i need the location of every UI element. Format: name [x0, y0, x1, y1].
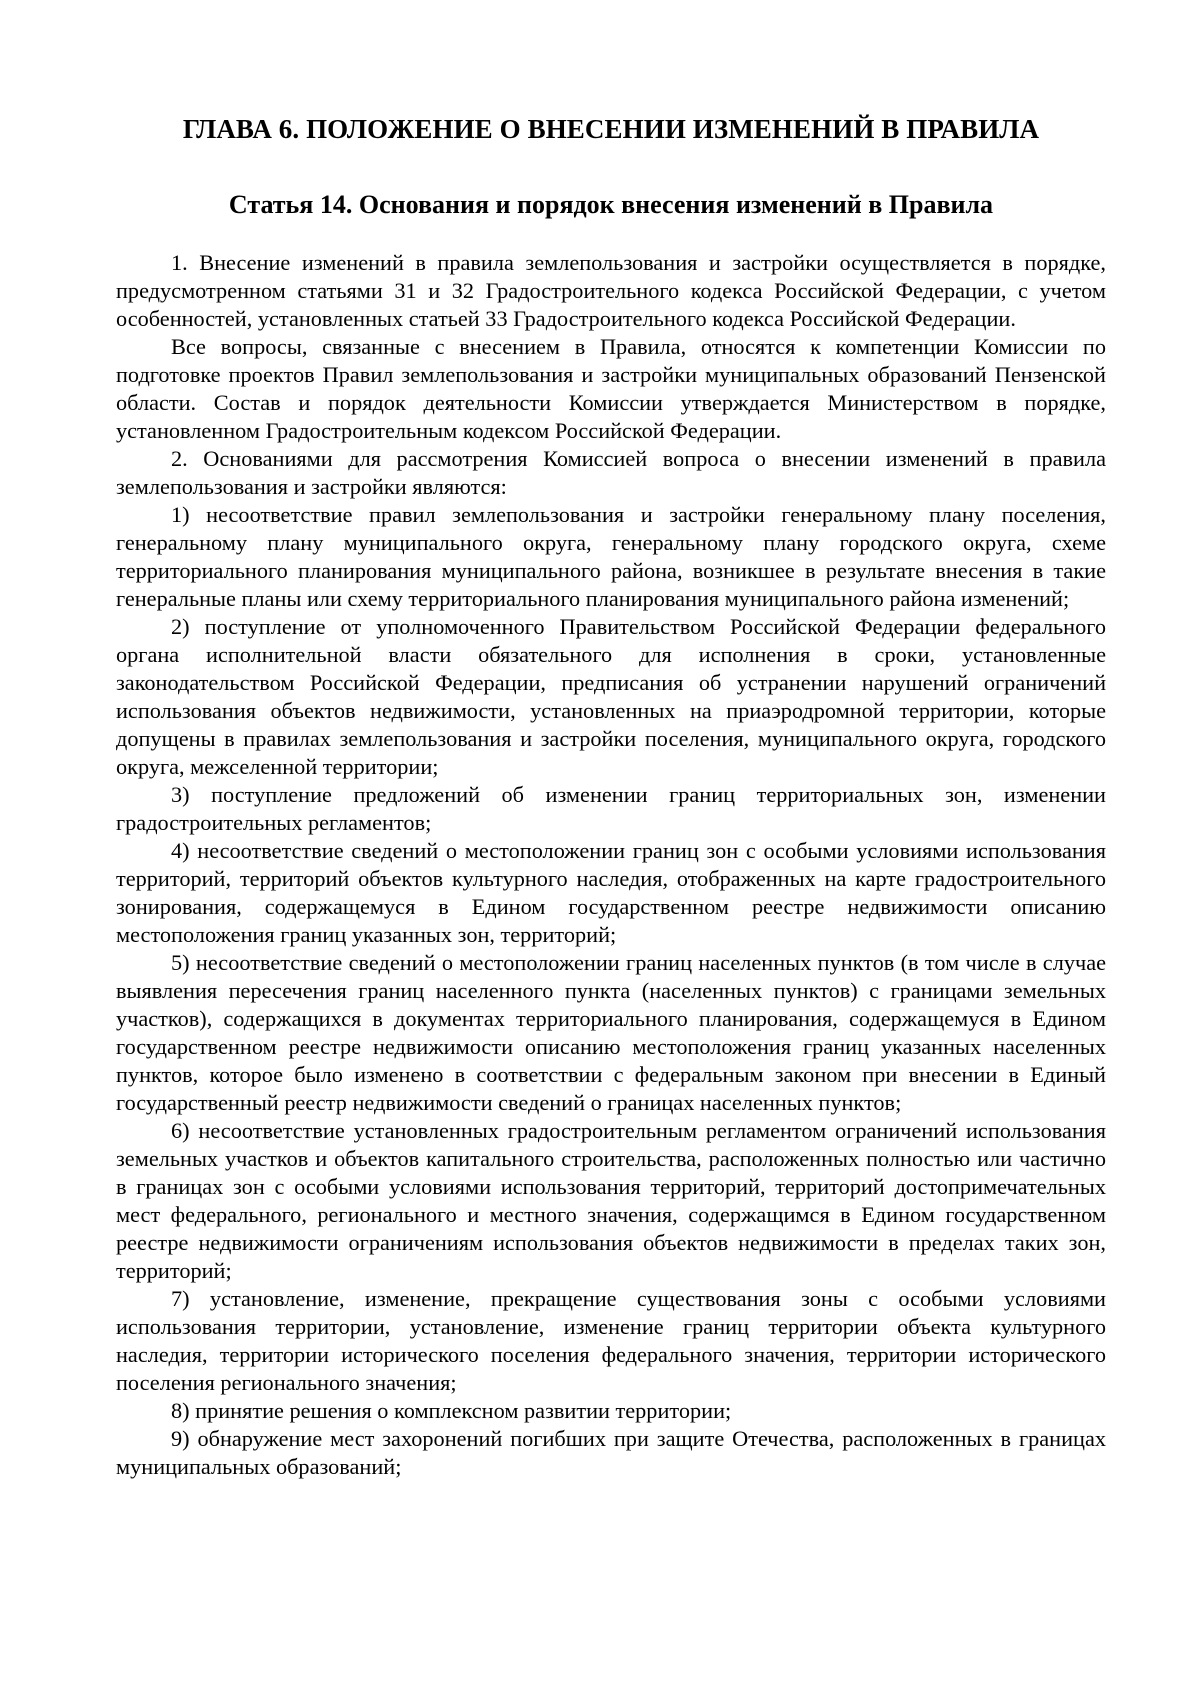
list-item: 8) принятие решения о комплексном развитии территории;: [171, 1398, 732, 1423]
paragraph: 2. Основаниями для рассмотрения Комиссией вопроса о внесении изменений в правила землепользования и застройки являются:: [116, 446, 1106, 499]
article-body: [116, 249, 1106, 1481]
list-item: 3) поступление предложений об изменении границ территориальных зон, изменении градостроительных регламентов;: [116, 782, 1106, 835]
paragraph: 1. Внесение изменений в правила землепользования и застройки осуществляется в порядке, предусмотренном статьями 31 и 32 Градостроительного кодекса Российской Федерации, с учетом особенностей, установленных статьей 33 Градостроительного кодекса Российской Федерации.: [116, 250, 1106, 331]
list-item: 9) обнаружение мест захоронений погибших при защите Отечества, расположенных в границах муниципальных образований;: [116, 1426, 1106, 1479]
chapter-title: ГЛАВА 6. ПОЛОЖЕНИЕ О ВНЕСЕНИИ ИЗМЕНЕНИЙ В ПРАВИЛА: [182, 114, 1040, 144]
list-item: 2) поступление от уполномоченного Правительством Российской Федерации федерального органа исполнительной власти обязательного для исполнения в сроки, установленные законодательством Российской Федерации, предписания об устранении нарушений ограничений использования объектов недвижимости, установленных на приаэродромной территории, которые допущены в правилах землепользования и застройки поселения, муниципального округа, городского округа, межселенной территории;: [116, 614, 1106, 779]
list-item: 6) несоответствие установленных градостроительным регламентом ограничений использования земельных участков и объектов капитального строительства, расположенных полностью или частично в границах зон с особыми условиями использования территорий, территорий достопримечательных мест федерального, регионального и местного значения, содержащимся в Едином государственном реестре недвижимости ограничениям использования объектов недвижимости в пределах таких зон, территорий;: [116, 1118, 1106, 1283]
list-item: 7) установление, изменение, прекращение существования зоны с особыми условиями использования территории, установление, изменение границ территории объекта культурного наследия, территории исторического поселения федерального значения, территории исторического поселения регионального значения;: [116, 1286, 1106, 1395]
article-title: Статья 14. Основания и порядок внесения изменений в Правила: [228, 190, 994, 219]
paragraph: Все вопросы, связанные с внесением в Правила, относятся к компетенции Комиссии по подготовке проектов Правил землепользования и застройки муниципальных образований Пензенской области. Состав и порядок деятельности Комиссии утверждается Министерством в порядке, установленном Градостроительным кодексом Российской Федерации.: [116, 334, 1106, 443]
list-item: 1) несоответствие правил землепользования и застройки генеральному плану поселения, генеральному плану муниципального округа, генеральному плану городского округа, схеме территориального планирования муниципального района, возникшее в результате внесения в такие генеральные планы или схему территориального планирования муниципального района изменений;: [116, 502, 1106, 611]
list-item: 5) несоответствие сведений о местоположении границ населенных пунктов (в том числе в случае выявления пересечения границ населенного пункта (населенных пунктов) с границами земельных участков), содержащихся в документах территориального планирования, содержащемуся в Едином государственном реестре недвижимости описанию местоположения границ указанных населенных пунктов, которое было изменено в соответствии с федеральным законом при внесении в Единый государственный реестр недвижимости сведений о границах населенных пунктов;: [116, 950, 1106, 1115]
list-item: 4) несоответствие сведений о местоположении границ зон с особыми условиями использования территорий, территорий объектов культурного наследия, отображенных на карте градостроительного зонирования, содержащемуся в Едином государственном реестре недвижимости описанию местоположения границ указанных зон, территорий;: [116, 838, 1106, 947]
